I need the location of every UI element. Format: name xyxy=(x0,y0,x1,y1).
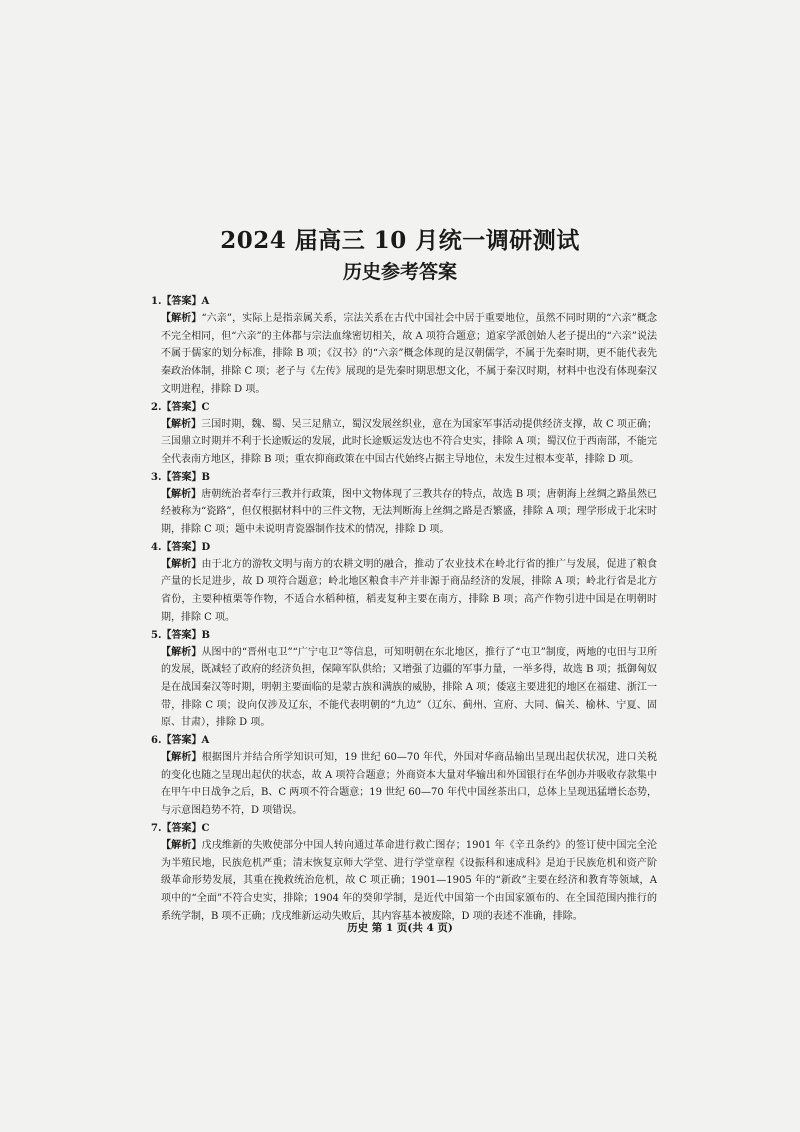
analysis-paragraph xyxy=(151,310,657,399)
analysis-paragraph xyxy=(151,486,657,539)
analysis-label: 【解析】 xyxy=(161,558,202,570)
analysis-paragraph xyxy=(151,416,657,469)
analysis-text: 根据图片并结合所学知识可知，19 世纪 60—70 年代，外国对华商品输出呈现出起伏状况，进口关税的变化也随之呈现出起伏的状态，故 A 项符合题意；外商资本大量对华输出和外国银行在华创办并吸收存款集中在甲午中日战争之后，B、C 两项不符合题意；19 世纪 60—70 年代中国丝茶出口，总体上呈现迅猛增长态势，与示意图趋势不符，D 项错误。 xyxy=(161,752,658,817)
analysis-text: 由于北方的游牧文明与南方的农耕文明的融合，推动了农业技术在岭北行省的推广与发展，促进了粮食产量的长足进步，故 D 项符合题意；岭北地区粮食丰产并非源于商品经济的发展，排除 A 项；岭北行省是北方省份，主要种植栗等作物，不适合水稻种植，稻麦复种主要在南方，排除 B 项；高产作物引进中国是在明朝时期，排除 C 项。 xyxy=(161,558,657,623)
answer-line: 3.【答案】B xyxy=(151,471,210,483)
answer-line: 2.【答案】C xyxy=(151,401,210,413)
answer-line: 1.【答案】A xyxy=(151,296,210,307)
analysis-paragraph xyxy=(151,556,657,627)
page-subtitle: 历史参考答案 xyxy=(342,261,457,283)
page-footer: 历史 第 1 页(共 4 页) xyxy=(347,922,453,934)
question-item-5 xyxy=(151,627,657,733)
analysis-text: 从图中的“晋州屯卫”“广宁屯卫”等信息，可知明朝在东北地区，推行了“屯卫”制度，两地的屯田与卫所的发展，既减轻了政府的经济负担，保障军队供给；又增强了边疆的军事力量，一举多得，故选 B 项；抵御匈奴是在战国秦汉等时期，明朝主要面临的是蒙古族和满族的威胁，排除 A 项；倭寇主要进犯的地区在福建、浙江一带，排除 C 项；设向仅涉及辽东，不能代表明朝的“九边”（辽东、蓟州、宣府、大同、偏关、榆林、宁夏、固原、甘肃），排除 D 项。 xyxy=(161,646,657,729)
answer-list xyxy=(151,293,657,925)
analysis-paragraph xyxy=(151,644,657,733)
answer-line: 7.【答案】C xyxy=(151,822,210,834)
answer-line: 6.【答案】A xyxy=(151,735,210,747)
analysis-label: 【解析】 xyxy=(161,839,202,851)
question-item-4 xyxy=(151,539,657,627)
analysis-paragraph xyxy=(151,749,657,820)
analysis-label: 【解析】 xyxy=(161,752,202,764)
analysis-text: 三国时期，魏、蜀、吴三足鼎立，蜀汉发展丝织业，意在为国家军事活动提供经济支撑，故 C 项正确；三国鼎立时期并不利于长途贩运的发展，此时长途贩运发达也不符合史实，排除 A 项；蜀汉位于西南部，不能完全代表南方地区，排除 B 项；重农抑商政策在中国古代始终占据主导地位，未发生过根本变革，排除 D 项。 xyxy=(161,418,658,465)
analysis-text: 戊戌维新的失败使部分中国人转向通过革命进行救亡图存；1901 年《辛丑条约》的签订使中国完全沦为半殖民地，民族危机严重；清末恢复京师大学堂、进行学堂章程《设振科和速成科》是迫于民族危机和资产阶级革命形势发展，其重在挽救统治危机，故 C 项正确；1901—1905 年的“新政”主要在经济和教育等领域，A 项中的“全面”不符合史实，排除；1904 年的癸卯学制，是近代中国第一个由国家颁布的、在全国范围内推行的系统学制，B 项不正确；戊戌维新运动失败后，其内容基本被废除，D 项的表述不准确，排除。 xyxy=(161,839,657,922)
analysis-label: 【解析】 xyxy=(161,488,202,500)
question-item-2 xyxy=(151,399,657,469)
question-item-7 xyxy=(151,820,657,926)
question-item-6 xyxy=(151,732,657,820)
answer-line: 5.【答案】B xyxy=(151,629,210,641)
answer-line: 4.【答案】D xyxy=(151,541,211,553)
analysis-label: 【解析】 xyxy=(161,646,202,658)
analysis-text: “六亲”，实际上是指亲属关系，宗法关系在古代中国社会中居于重要地位，虽然不同时期的“六亲”概念不完全相同，但“六亲”的主体都与宗法血缘密切相关，故 A 项符合题意；道家学派创始人老子提出的“六亲”说法不属于儒家的划分标准，排除 B 项；《汉书》的“六亲”概念体现的是汉朝儒学，不属于先秦时期，更不能代表先秦政治体制，排除 C 项；老子与《左传》展现的是先秦时期思想文化，不属于秦汉时期，材料中也没有体现秦汉文明进程，排除 D 项。 xyxy=(161,313,658,395)
analysis-paragraph xyxy=(151,837,657,926)
analysis-label: 【解析】 xyxy=(161,313,202,324)
analysis-text: 唐朝统治者奉行三教并行政策，图中文物体现了三教共存的特点，故选 B 项；唐朝海上丝绸之路虽然已经被称为“瓷路”，但仅根据材料中的三件文物，无法判断海上丝绸之路是否繁盛，排除 A 项；理学形成于北宋时期，排除 C 项；题中未说明青瓷器制作技术的情况，排除 D 项。 xyxy=(161,488,657,536)
question-item-3 xyxy=(151,469,657,539)
question-item-1 xyxy=(151,293,657,399)
page-title: 2024 届高三 10 月统一调研测试 xyxy=(220,227,580,254)
analysis-label: 【解析】 xyxy=(161,418,202,430)
